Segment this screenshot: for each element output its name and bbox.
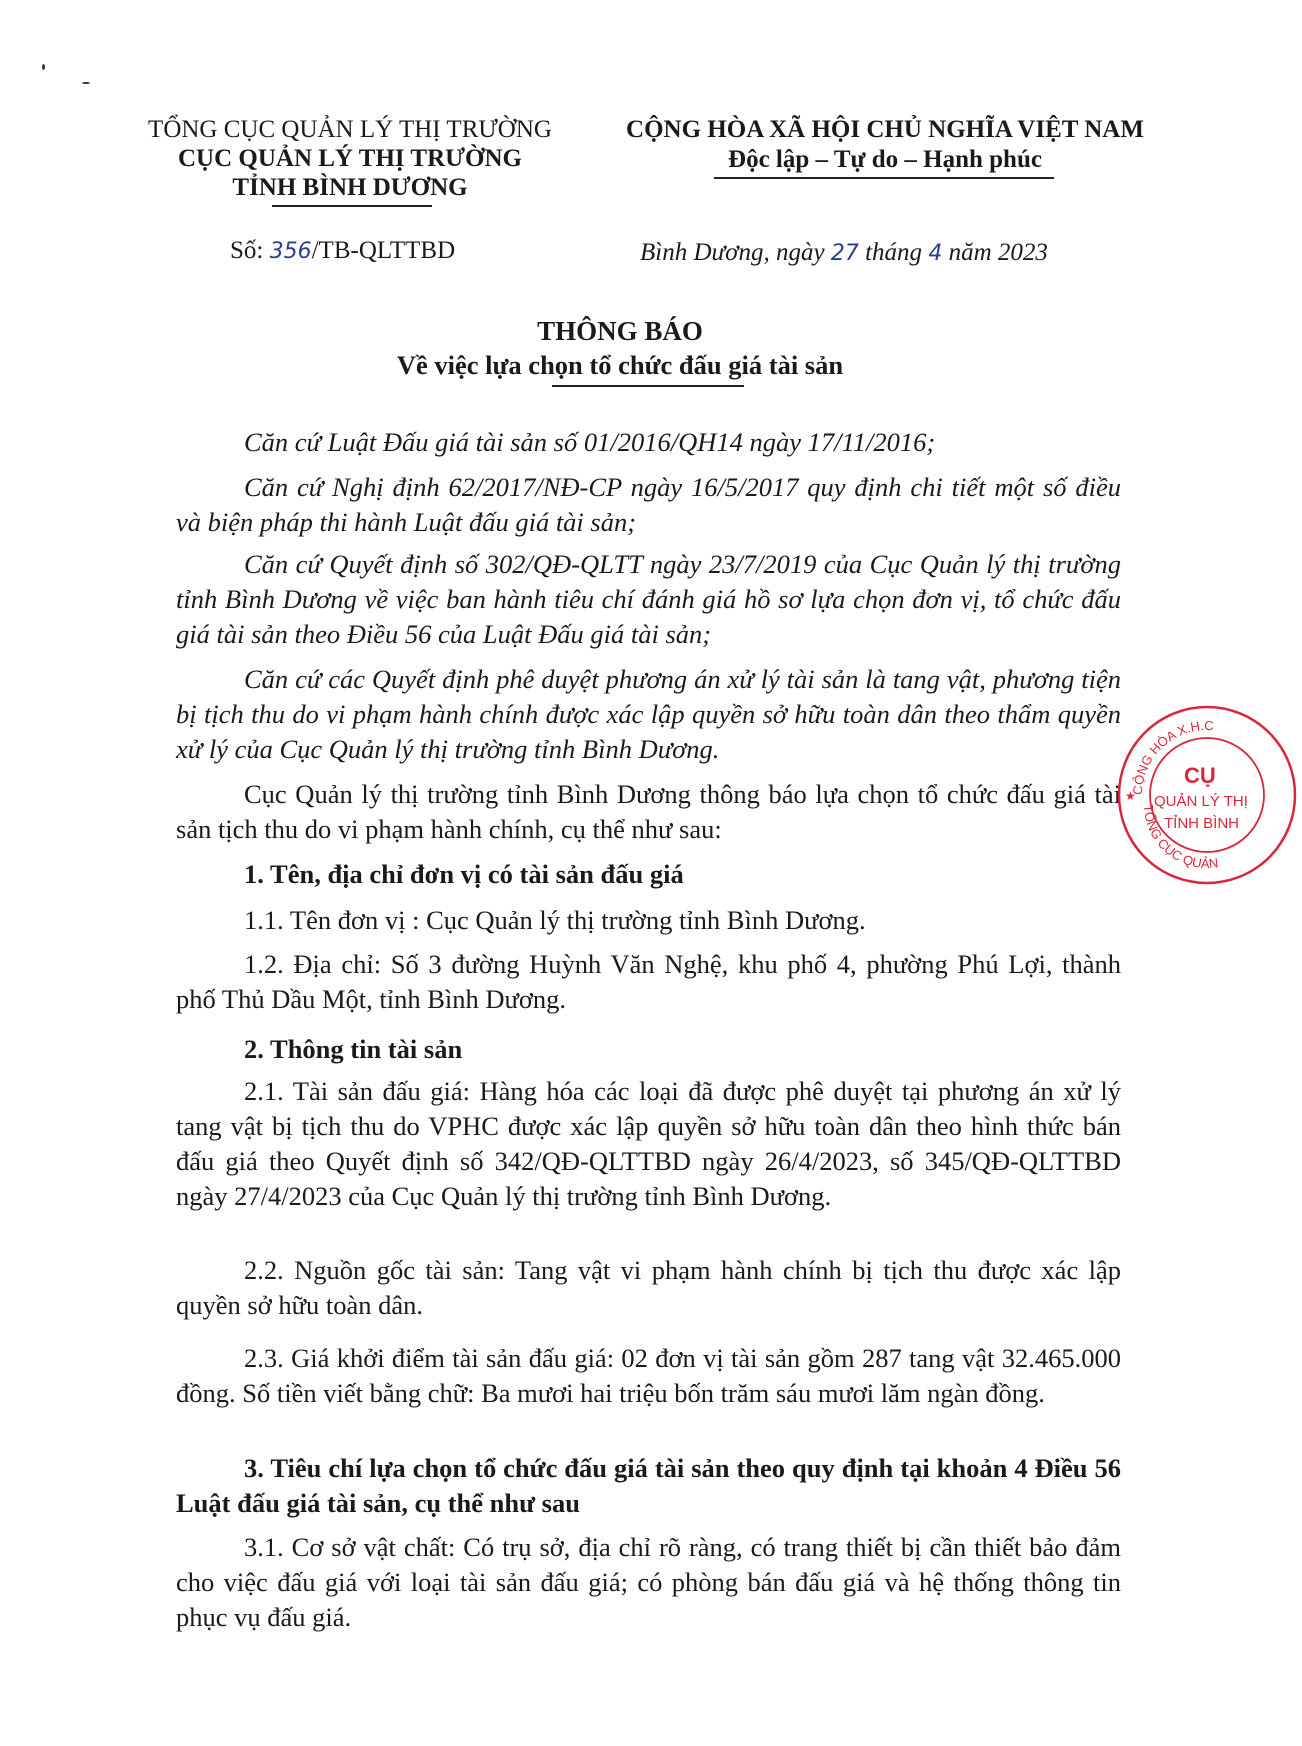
date-month-handwritten: 4: [928, 241, 943, 266]
number-prefix: Số:: [230, 237, 264, 264]
date-day-handwritten: 27: [830, 241, 859, 266]
intro-paragraph: Cục Quản lý thị trường tỉnh Bình Dương thông báo lựa chọn tổ chức đấu giá tài sản tịch thu do vi phạm hành chính, cụ thể như sau:: [176, 779, 1121, 844]
date-year: năm 2023: [948, 239, 1048, 266]
agency-underline: [272, 205, 432, 207]
section-1-item-1: 1.1. Tên đơn vị : Cục Quản lý thị trường tỉnh Bình Dương.: [244, 905, 866, 935]
agency-line-2: CỤC QUẢN LÝ THỊ TRƯỜNG: [177, 145, 523, 172]
section-2-item-2: 2.2. Nguồn gốc tài sản: Tang vật vi phạm hành chính bị tịch thu được xác lập quyền sở hữu toàn dân.: [176, 1255, 1121, 1320]
date-prefix: Bình Dương, ngày: [640, 239, 825, 266]
section-1-heading: 1. Tên, địa chỉ đơn vị có tài sản đấu giá: [244, 859, 684, 889]
section-2-item-1: 2.1. Tài sản đấu giá: Hàng hóa các loại đã được phê duyệt tại phương án xử lý tang vật bị tịch thu do VPHC được xác lập quyền sở hữu toàn dân theo hình thức bán đấu giá theo Quyết định số 342/QĐ-QLTTBD ngày 26/4/2023, số 345/QĐ-QLTTBD ngày 27/4/2023 của Cục Quản lý thị trường tỉnh Bình Dương.: [176, 1076, 1121, 1211]
number-handwritten: 356: [269, 239, 312, 264]
seal-ring-bottom: TỔNG CỤC QUẢN: [1140, 804, 1220, 872]
legal-basis: Căn cứ Nghị định 62/2017/NĐ-CP ngày 16/5/2017 quy định chi tiết một số điều và biện pháp thi hành Luật đấu giá tài sản;: [176, 472, 1121, 537]
nation-title: CỘNG HÒA XÃ HỘI CHỦ NGHĨA VIỆT NAM: [626, 116, 1144, 143]
legal-basis: Căn cứ Quyết định số 302/QĐ-QLTT ngày 23/7/2019 của Cục Quản lý thị trường tỉnh Bình Dương về việc ban hành tiêu chí đánh giá hồ sơ lựa chọn đơn vị, tổ chức đấu giá tài sản theo Điều 56 của Luật Đấu giá tài sản;: [176, 549, 1121, 649]
seal-line-2: QUẢN LÝ THỊ: [1154, 793, 1248, 810]
date-month-label: tháng: [865, 239, 923, 266]
agency-line-1: TỔNG CỤC QUẢN LÝ THỊ TRƯỜNG: [148, 116, 552, 143]
number-suffix: /TB-QLTTBD: [311, 237, 456, 264]
motto-underline: [714, 177, 1054, 179]
subtitle-underline: [552, 385, 744, 387]
document-date: [640, 238, 1048, 268]
section-3-heading: 3. Tiêu chí lựa chọn tổ chức đấu giá tài sản theo quy định tại khoản 4 Điều 56 Luật đấu giá tài sản, cụ thể như sau: [176, 1453, 1121, 1518]
notice-subtitle: Về việc lựa chọn tổ chức đấu giá tài sản: [396, 350, 844, 380]
motto: Độc lập – Tự do – Hạnh phúc: [728, 146, 1042, 173]
scan-speck: [42, 64, 45, 70]
document-number: [230, 236, 455, 266]
section-2-item-3: 2.3. Giá khởi điểm tài sản đấu giá: 02 đơn vị tài sản gồm 287 tang vật 32.465.000 đồng. Số tiền viết bằng chữ: Ba mươi hai triệu bốn trăm sáu mươi lăm ngàn đồng.: [176, 1343, 1121, 1408]
seal-ring-text: CỘNG HÒA X.H.C: [1129, 717, 1214, 796]
scan-speck: [82, 82, 90, 84]
legal-basis: Căn cứ Luật Đấu giá tài sản số 01/2016/QH14 ngày 17/11/2016;: [244, 427, 936, 457]
seal-line-3: TỈNH BÌNH: [1164, 815, 1239, 832]
red-seal: [1112, 700, 1302, 890]
seal-line-1: CỤ: [1184, 763, 1216, 788]
section-3-item-1: 3.1. Cơ sở vật chất: Có trụ sở, địa chỉ rõ ràng, có trang thiết bị cần thiết bảo đảm cho việc đấu giá với loại tài sản đấu giá; có phòng bán đấu giá và hệ thống thông tin phục vụ đấu giá.: [176, 1532, 1121, 1632]
notice-title: THÔNG BÁO: [537, 316, 703, 346]
section-1-item-2: 1.2. Địa chỉ: Số 3 đường Huỳnh Văn Nghệ, khu phố 4, phường Phú Lợi, thành phố Thủ Dầu Một, tỉnh Bình Dương.: [176, 949, 1121, 1014]
agency-line-3: TỈNH BÌNH DƯƠNG: [232, 174, 468, 201]
section-2-heading: 2. Thông tin tài sản: [244, 1034, 463, 1064]
seal-star-icon: ★: [1125, 789, 1136, 803]
legal-basis: Căn cứ các Quyết định phê duyệt phương án xử lý tài sản là tang vật, phương tiện bị tịch thu do vi phạm hành chính được xác lập quyền sở hữu toàn dân theo thẩm quyền xử lý của Cục Quản lý thị trường tỉnh Bình Dương.: [176, 664, 1121, 764]
